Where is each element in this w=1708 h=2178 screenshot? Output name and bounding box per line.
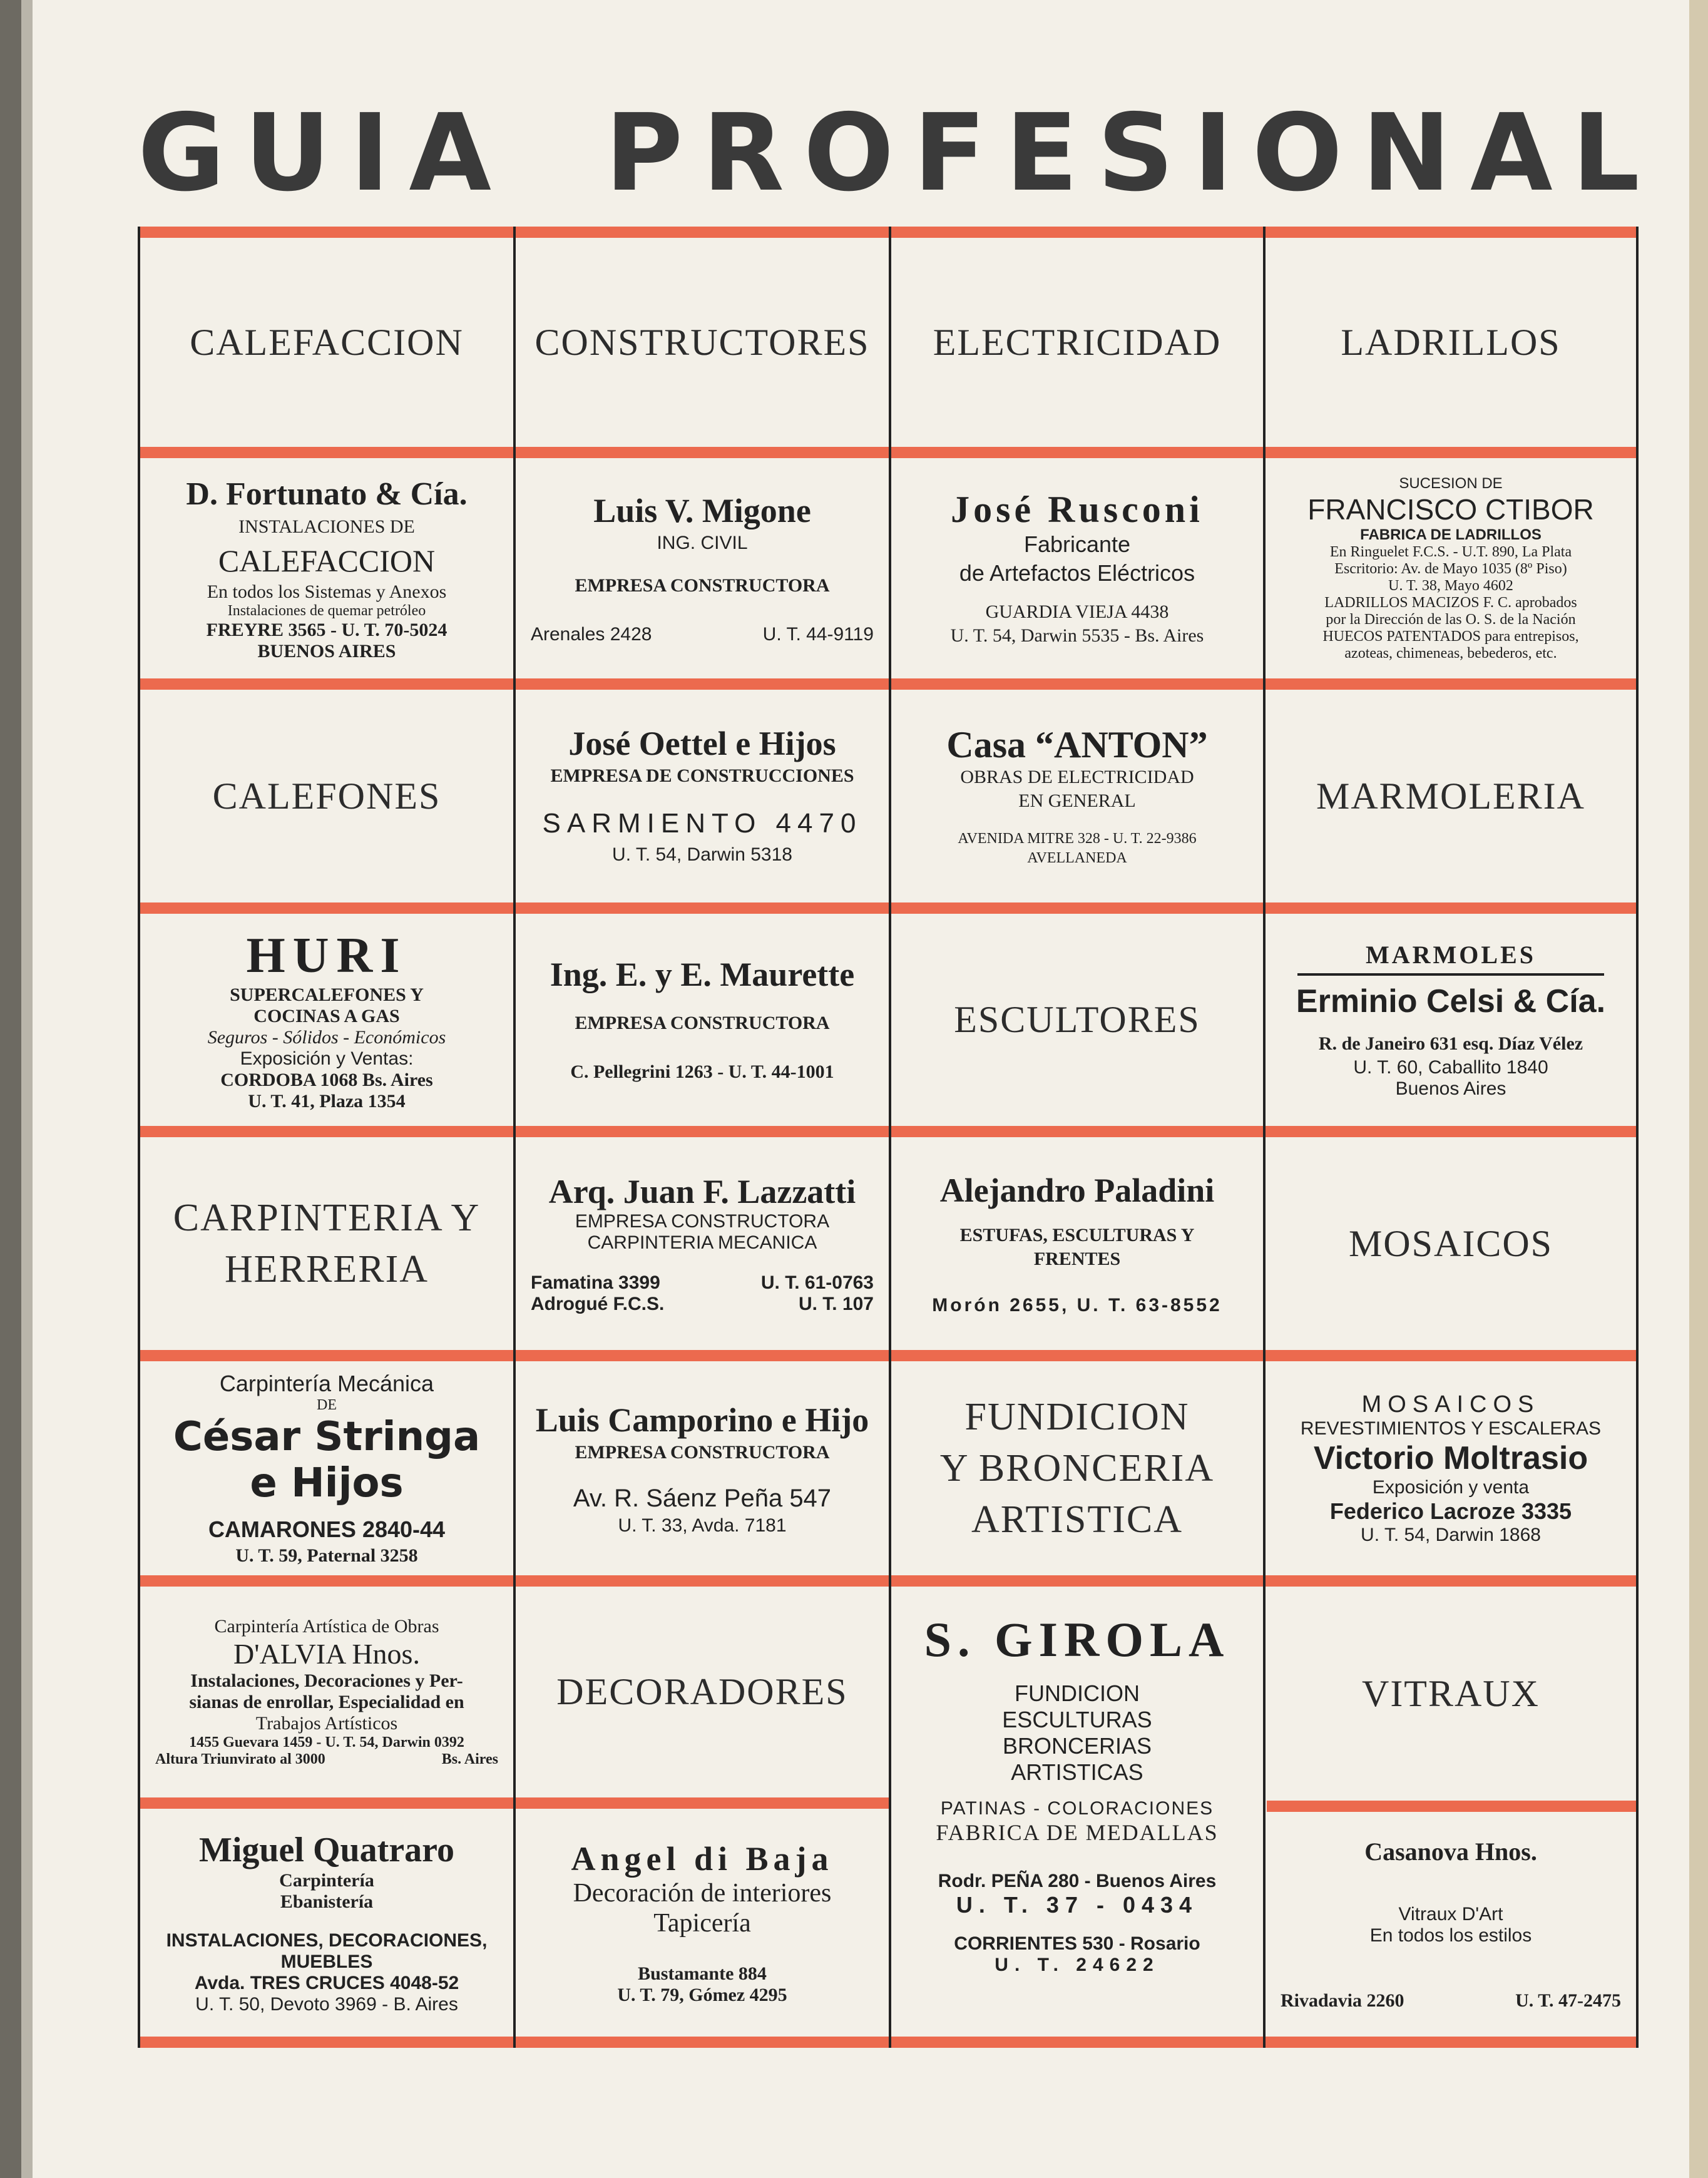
ad-address: Famatina 3399 (531, 1272, 660, 1293)
title-letter: A (409, 91, 491, 215)
ad-text: Federico Lacroze 3335 (1329, 1498, 1572, 1524)
ad-lazzatti (516, 1137, 889, 1350)
ad-name: HURI (246, 928, 407, 983)
ad-text: DE (317, 1396, 337, 1413)
category-mosaicos (1266, 1137, 1636, 1350)
category-label: FUNDICION (964, 1396, 1190, 1438)
ad-text: HUECOS PATENTADOS para entrepisos, (1322, 628, 1579, 645)
category-label: ESCULTORES (954, 999, 1200, 1040)
ad-name: Miguel Quatraro (198, 1831, 455, 1869)
ad-huri (140, 914, 513, 1126)
ad-name: Casa “ANTON” (946, 724, 1208, 765)
category-decoradores (516, 1587, 889, 1797)
category-fundicion (891, 1361, 1263, 1575)
category-label: CONSTRUCTORES (534, 321, 870, 363)
ad-text: Escritorio: Av. de Mayo 1035 (8º Piso) (1334, 560, 1567, 577)
ad-name: Luis Camporino e Hijo (535, 1401, 869, 1439)
category-escultores (891, 914, 1263, 1126)
book-binding (0, 0, 21, 2178)
ad-text: EMPRESA CONSTRUCTORA (575, 1211, 830, 1232)
ad-text: ING. CIVIL (657, 533, 748, 553)
ad-text: SUCESION DE (1399, 474, 1503, 492)
title-letter: L (1572, 91, 1640, 215)
ad-name: S. GIROLA (924, 1612, 1230, 1667)
ad-phone: U. T. 47-2475 (1515, 1990, 1621, 2011)
ad-text: MOSAICOS (1361, 1391, 1540, 1418)
title-letter: G (138, 91, 225, 215)
ad-text: Buenos Aires (1395, 1078, 1506, 1099)
ad-paladini (891, 1137, 1263, 1350)
ad-text: Altura Triunvirato al 3000 (155, 1751, 325, 1767)
title-letter: O (803, 91, 894, 215)
ad-name: Ing. E. y E. Maurette (550, 955, 855, 993)
ad-text: FREYRE 3565 - U. T. 70-5024 (206, 619, 447, 640)
ad-text: Instalaciones, Decoraciones y Per- (190, 1670, 463, 1691)
ad-text: OBRAS DE ELECTRICIDAD (960, 767, 1194, 787)
ad-text: LADRILLOS MACIZOS F. C. aprobados (1324, 594, 1577, 611)
page-edge (1689, 0, 1708, 2178)
ad-text: Avda. TRES CRUCES 4048-52 (194, 1973, 459, 1993)
category-electricidad (891, 238, 1263, 447)
title-letter: I (1193, 91, 1233, 215)
red-rule (140, 227, 1636, 238)
ad-text: EMPRESA DE CONSTRUCCIONES (550, 765, 854, 786)
ad-text: U. T. 24622 (995, 1955, 1160, 1975)
title-letter: U (244, 91, 331, 215)
ad-text: COCINAS A GAS (253, 1006, 400, 1026)
ad-stringa (140, 1361, 513, 1575)
ad-text: U. T. 79, Gómez 4295 (617, 1985, 787, 2005)
ad-text: EMPRESA CONSTRUCTORA (575, 1012, 830, 1033)
directory-grid (138, 227, 1639, 2048)
title-letter: P (605, 91, 683, 215)
ad-text: azoteas, chimeneas, bebederos, etc. (1344, 645, 1557, 662)
ad-text: EMPRESA CONSTRUCTORA (575, 1441, 830, 1463)
ad-celsi (1266, 914, 1636, 1126)
ad-text: ARTISTICAS (1011, 1759, 1143, 1785)
category-constructores (516, 238, 889, 447)
category-label: MARMOLERIA (1316, 775, 1585, 817)
ad-text: Seguros - Sólidos - Económicos (207, 1027, 446, 1048)
red-rule (1267, 1801, 1636, 1812)
ad-text: FABRICA DE MEDALLAS (936, 1820, 1219, 1845)
ad-text: MUEBLES (280, 1951, 373, 1972)
ad-text: SARMIENTO 4470 (542, 808, 862, 839)
category-label: DECORADORES (556, 1671, 848, 1712)
ad-name: Luis V. Migone (593, 492, 811, 529)
ad-text: AVENIDA MITRE 328 - U. T. 22-9386 (958, 831, 1197, 847)
ad-text: U. T. 54, Darwin 5535 - Bs. Aires (950, 625, 1204, 646)
ad-fortunato (140, 458, 513, 678)
ad-camporino (516, 1361, 889, 1575)
ad-rusconi (891, 458, 1263, 678)
ad-address: Adrogué F.C.S. (531, 1294, 665, 1314)
ad-name: D'ALVIA Hnos. (233, 1638, 420, 1670)
title-letter: N (1361, 91, 1451, 215)
ad-text: Vitraux D'Art (1398, 1904, 1503, 1925)
ad-text: Tapicería (653, 1909, 751, 1938)
ad-dalvia (140, 1587, 513, 1797)
category-label: Y BRONCERIA (939, 1447, 1215, 1490)
ad-text: AVELLANEDA (1027, 850, 1127, 866)
ad-text: Exposición y Ventas: (240, 1048, 414, 1069)
ad-text: sianas de enrollar, Especialidad en (189, 1692, 464, 1712)
ad-text: U. T. 38, Mayo 4602 (1388, 577, 1513, 594)
ad-dibaja (516, 1809, 889, 2037)
ad-casanova (1266, 1812, 1636, 2037)
ad-text: U. T. 33, Avda. 7181 (618, 1515, 787, 1536)
red-rule (140, 902, 1636, 914)
title-letter: F (913, 91, 986, 215)
ad-text: SUPERCALEFONES Y (230, 984, 424, 1005)
ad-name: José Rusconi (951, 489, 1204, 530)
ad-text: BUENOS AIRES (257, 640, 396, 662)
ad-text: En todos los Sistemas y Anexos (207, 581, 447, 602)
ad-text: CAMARONES 2840-44 (208, 1516, 446, 1542)
category-label: CARPINTERIA Y (173, 1197, 481, 1239)
ad-text: PATINAS - COLORACIONES (940, 1798, 1214, 1819)
red-rule (140, 1126, 1636, 1137)
ad-name: Angel di Baja (571, 1840, 834, 1878)
ad-text: BRONCERIAS (1002, 1733, 1152, 1759)
ad-text: U. T. 37 - 0434 (956, 1892, 1199, 1918)
ad-text: Carpintería Mecánica (219, 1370, 434, 1396)
ad-text: Carpintería Artística de Obras (214, 1616, 439, 1637)
ad-text: R. de Janeiro 631 esq. Díaz Vélez (1318, 1033, 1583, 1054)
ad-address: Arenales 2428 (531, 624, 652, 645)
category-label: HERRERIA (225, 1248, 429, 1291)
ad-text: EMPRESA CONSTRUCTORA (575, 575, 830, 596)
ad-text: U. T. 59, Paternal 3258 (235, 1545, 418, 1566)
category-label: ARTISTICA (971, 1498, 1184, 1541)
ad-name: Erminio Celsi & Cía. (1296, 983, 1606, 1020)
ad-ctibor (1266, 458, 1636, 678)
category-label: VITRAUX (1362, 1672, 1540, 1714)
red-rule (140, 447, 1636, 458)
ad-text: En Ringuelet F.C.S. - U.T. 890, La Plata (1329, 543, 1572, 560)
ad-text: CORRIENTES 530 - Rosario (954, 1933, 1200, 1954)
red-rule (140, 1575, 1636, 1587)
ad-text: EN GENERAL (1018, 790, 1136, 811)
ad-text: U. T. 54, Darwin 5318 (612, 844, 792, 865)
ad-text: Instalaciones de quemar petróleo (227, 602, 426, 619)
ad-anton (891, 690, 1263, 902)
category-marmoleria (1266, 690, 1636, 902)
category-label: CALEFONES (212, 775, 441, 817)
category-ladrillos (1266, 238, 1636, 447)
ad-address: Rivadavia 2260 (1281, 1990, 1404, 2011)
category-carpinteria (140, 1137, 513, 1350)
ad-text: por la Dirección de las O. S. de la Nación (1326, 611, 1576, 628)
ad-text: Carpintería (279, 1870, 374, 1891)
ad-text: Exposición y venta (1372, 1476, 1530, 1498)
ad-text: ESTUFAS, ESCULTURAS Y (959, 1225, 1195, 1245)
ad-text: Ebanistería (280, 1891, 374, 1912)
ad-text: U. T. 50, Devoto 3969 - B. Aires (195, 1994, 458, 2015)
category-vitraux (1266, 1587, 1636, 1801)
ad-text: U. T. 60, Caballito 1840 (1353, 1057, 1548, 1078)
red-rule (140, 2037, 1636, 2048)
page-title (138, 91, 1640, 215)
ad-text: Bs. Aires (441, 1751, 498, 1767)
ad-text: Morón 2655, U. T. 63-8552 (932, 1295, 1222, 1316)
ad-name: Victorio Moltrasio (1313, 1439, 1588, 1476)
ad-text: ESCULTURAS (1002, 1707, 1152, 1732)
ad-phone: U. T. 44-9119 (762, 624, 874, 645)
title-letter: E (1005, 91, 1078, 215)
ad-text: CALEFACCION (218, 543, 436, 578)
ad-text: Av. R. Sáenz Peña 547 (573, 1484, 832, 1512)
ad-text: FABRICA DE LADRILLOS (1360, 526, 1542, 543)
page-gutter (21, 0, 33, 2178)
ad-text: FRENTES (1033, 1249, 1121, 1269)
category-calefones (140, 690, 513, 902)
ad-text: CORDOBA 1068 Bs. Aires (220, 1070, 433, 1090)
ad-text: Bustamante 884 (638, 1963, 767, 1984)
ad-oettel (516, 690, 889, 902)
title-letter: I (350, 91, 390, 215)
ad-name: D. Fortunato & Cía. (186, 476, 468, 512)
ad-text: Rodr. PEÑA 280 - Buenos Aires (938, 1871, 1217, 1891)
title-letter: O (1252, 91, 1343, 215)
ad-text: Decoración de interiores (573, 1879, 832, 1908)
ad-migone (516, 458, 889, 678)
ad-phone: U. T. 107 (798, 1294, 874, 1314)
red-rule (140, 1350, 1636, 1361)
ad-text: REVESTIMIENTOS Y ESCALERAS (1300, 1418, 1602, 1439)
ad-text: de Artefactos Eléctricos (959, 560, 1195, 586)
ad-heading: MARMOLES (1297, 940, 1604, 976)
ad-maurette (516, 914, 889, 1126)
ad-text: GUARDIA VIEJA 4438 (985, 601, 1169, 622)
ad-name: Arq. Juan F. Lazzatti (548, 1173, 856, 1210)
title-letter: R (702, 91, 785, 215)
ad-quatraro (140, 1809, 513, 2037)
ad-name: Alejandro Paladini (939, 1172, 1215, 1209)
ad-text: C. Pellegrini 1263 - U. T. 44-1001 (570, 1061, 834, 1082)
category-label: CALEFACCION (190, 321, 464, 363)
ad-text: Trabajos Artísticos (255, 1713, 398, 1734)
title-letter: S (1097, 91, 1174, 215)
red-rule (140, 678, 1636, 690)
ad-text: U. T. 54, Darwin 1868 (1361, 1524, 1541, 1545)
title-letter: A (1470, 91, 1553, 215)
ad-name: Casanova Hnos. (1364, 1838, 1537, 1866)
category-calefaccion (140, 238, 513, 447)
ad-text: INSTALACIONES DE (238, 516, 415, 537)
ad-girola (891, 1587, 1263, 2037)
ad-name: José Oettel e Hijos (568, 725, 836, 762)
ad-name: César Stringa e Hijos (173, 1413, 481, 1506)
ad-text: En todos los estilos (1369, 1925, 1532, 1946)
category-label: LADRILLOS (1341, 321, 1561, 363)
ad-text: U. T. 41, Plaza 1354 (248, 1091, 406, 1112)
ad-name: FRANCISCO CTIBOR (1307, 493, 1594, 526)
category-label: MOSAICOS (1348, 1222, 1553, 1264)
ad-moltrasio (1266, 1361, 1636, 1575)
ad-text: Fabricante (1023, 531, 1131, 557)
ad-text: FUNDICION (1015, 1680, 1140, 1706)
ad-text: 1455 Guevara 1459 - U. T. 54, Darwin 0392 (189, 1734, 464, 1751)
ad-text: INSTALACIONES, DECORACIONES, (166, 1930, 488, 1951)
ad-phone: U. T. 61-0763 (760, 1272, 874, 1293)
ad-text: CARPINTERIA MECANICA (587, 1232, 817, 1253)
category-label: ELECTRICIDAD (933, 321, 1222, 363)
